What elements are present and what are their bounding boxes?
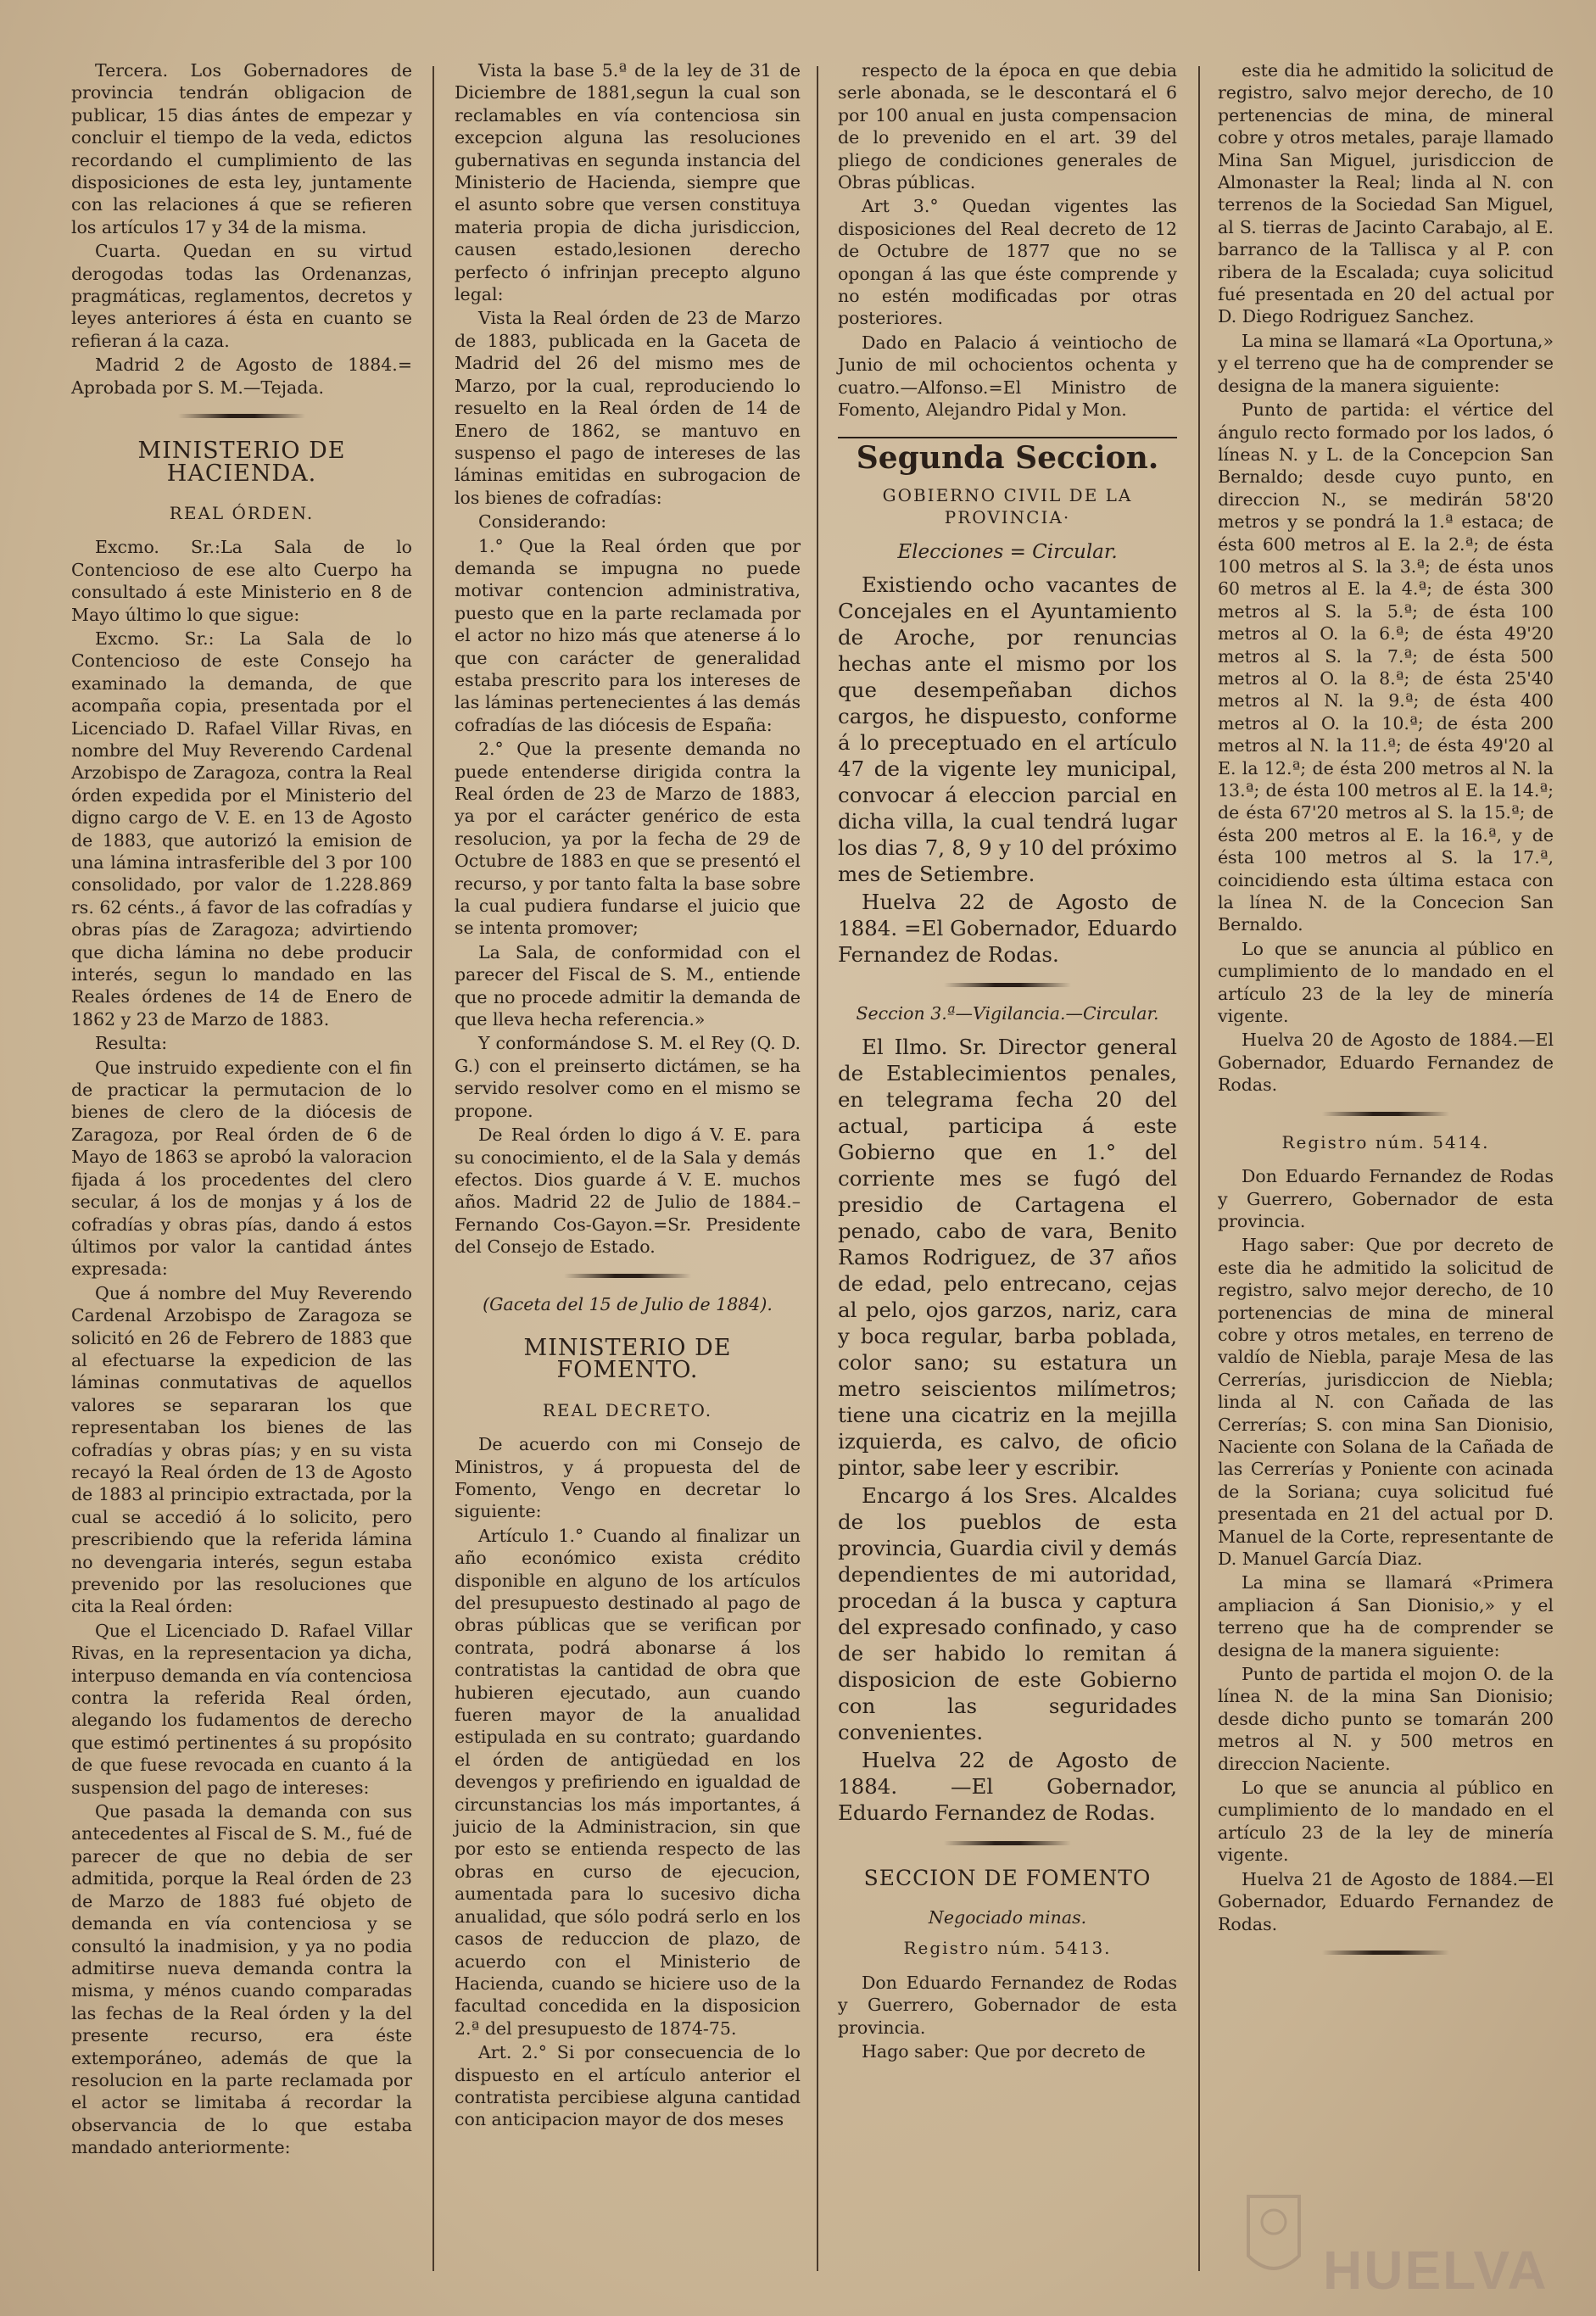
subheading: REAL ÓRDEN. <box>169 502 315 523</box>
paragraph: De Real órden lo digo á V. E. para su conocimiento, el de la Sala y demás efectos. Dios guarde á V. E. muchos años. Madrid 22 de Julio de 1884.– Fernando Cos-Gayon.=Sr. Presidente del Consejo de Estado. <box>455 1125 801 1258</box>
paragraph: El Ilmo. Sr. Director general de Establecimientos penales, en telegrama fecha 20 del actual, participa á este Gobierno que en 1.° del corriente mes se fugó del presidio de Cartagena el penado, cabo de vara, Benito Ramos Rodriguez, de 37 años de edad, pelo entrecano, cejas al pelo, ojos garzos, nariz, cara y boca regular, barba poblada, color sano; su estatura un metro seiscientos milímetros; tiene una cicatriz en la mejilla izquierda, es calvo, de oficio pintor, sabe leer y escribir. <box>838 1034 1177 1480</box>
ornament-divider <box>1322 1950 1449 1955</box>
paragraph: este dia he admitido la solicitud de registro, salvo mejor derecho, de 10 pertenencias de mina, de mineral cobre y otros metales, paraje llamado Mina San Miguel, jurisdiccion de Almonaster la Real; linda al N. con terrenos de la Sociedad San Miguel, al S. tierras de Jacinto Carabajo, al E. barranco de la Tallisca y al P. con ribera de la Escalada; cuya solicitud fué presentada en 20 del actual por D. Diego Rodriguez Sanchez. <box>1218 60 1554 327</box>
paragraph: Madrid 2 de Agosto de 1884.= Aprobada por S. M.—Tejada. <box>71 354 412 398</box>
paragraph: Huelva 22 de Agosto de 1884. —El Gobernador, Eduardo Fernandez de Rodas. <box>838 1747 1177 1825</box>
paragraph: La mina se llamará «Primera ampliacion á San Dionisio,» y el terreno que ha de comprender se designa de la manera siguiente: <box>1218 1572 1554 1660</box>
paragraph: 1.° Que la Real órden que por demanda se impugna no puede motivar contencion administrativa, puesto que en la parte reclamada por el actor no hizo más que atenerse á lo que con carácter de generalidad estaba prescrito para los intereses de las láminas pertenecientes á las demás cofradías de las diócesis de España: <box>455 535 801 735</box>
paragraph: Hago saber: Que por decreto de este dia he admitido la solicitud de registro, salvo mejor derecho, de 10 portenencias de mina de mineral cobre y otros metales, en terreno de valdío de Niebla, paraje Mesa de las Cerrerías, jurisdiccion de Niebla; linda al N. con Cañada de las Cerrerías; S. con mina San Dionisio, Naciente con Solana de la Cañada de las Cerrerías y Poniente con acinada de la Soriana; cuya solicitud fué presentada en 21 del actual por D. Manuel de la Corte, representante de D. Manuel García Diaz. <box>1218 1235 1554 1569</box>
paragraph: Excmo. Sr.:La Sala de lo Contencioso de ese alto Cuerpo ha consultado á este Ministerio en 8 de Mayo último lo que sigue: <box>71 537 412 625</box>
paragraph: Que á nombre del Muy Reverendo Cardenal Arzobispo de Zaragoza se solicitó en 26 de Febrero de 1883 que al efectuarse la expedicion de las láminas conmutativas de aquellos valores se separaran los que representaban los bienes de las cofradías y obras pías; y en su vista recayó la Real órden de 13 de Agosto de 1883 al principio extractada, por la cual se accedió á lo solicito, pero prescribiendo que la referida lámina no devengaria interés, segun estaba prevenido por las resoluciones que cita la Real órden: <box>71 1282 412 1617</box>
paragraph: Cuarta. Quedan en su virtud derogodas todas las Ordenanzas, pragmáticas, reglamentos, decretos y leyes anteriores á ésta en cuanto se refieran á la caza. <box>71 241 412 351</box>
subsection-title: Elecciones = Circular. <box>897 540 1118 563</box>
paragraph: respecto de la época en que debia serle abonada, se le descontará el 6 por 100 anual en justa compensacion de lo prevenido en el art. 39 del pliego de condiciones generales de Obras públicas. <box>838 60 1177 193</box>
column-rule <box>432 66 434 2271</box>
paragraph: Encargo á los Sres. Alcaldes de los pueblos de esta provincia, Guardia civil y demás dependientes de mi autoridad, procedan á la busca y captura del expresado confinado, y caso de ser habido lo remitan á disposicion de este Gobierno con las seguridades convenientes. <box>838 1482 1178 1744</box>
column-4 <box>1218 59 1554 1970</box>
paragraph: La mina se llamará «La Oportuna,» y el terreno que ha de comprender se designa de la manera siguiente: <box>1218 330 1554 396</box>
paragraph: Vista la base 5.ª de la ley de 31 de Diciembre de 1881,segun la cual son reclamables en vía contenciosa sin excepcion alguna las resoluciones gubernativas en segunda instancia del Ministerio de Hacienda, siempre que el asunto sobre que versen constituya materia propia de dicha jurisdiccion, causen estado,lesionen derecho perfecto ó infrinjan precepto alguno legal: <box>455 60 801 305</box>
paragraph: Existiendo ocho vacantes de Concejales en el Ayuntamiento de Aroche, por renuncias hechas ante el mismo por los que desempeñaban dichos cargos, he dispuesto, conforme á lo preceptuado en el artículo 47 de la vigente ley municipal, convocar á eleccion parcial en dicha villa, la cual tendrá lugar los dias 7, 8, 9 y 10 del próximo mes de Setiembre. <box>838 572 1177 887</box>
paragraph: Don Eduardo Fernandez de Rodas y Guerrero, Gobernador de esta provincia. <box>1218 1166 1554 1231</box>
gaceta-citation: (Gaceta del 15 de Julio de 1884). <box>483 1293 773 1314</box>
paragraph: Artículo 1.° Cuando al finalizar un año económico exista crédito disponible en alguno de los artículos del presupuesto destinado al pago de obras públicas que se verifican por contrata, podrá abonarse á los contratistas la cantidad de obra que hubieren ejecutado, aun cuando fueren mayor de la anualidad estipulada en su contrato; guardando el órden de antigüedad en los devengos y prefiriendo en igualdad de circunstancias los más importantes, á juicio de la Administracion, sin que por esto se entienda respecto de las obras en curso de ejecucion, aumentada para lo sucesivo dicha anualidad, que sólo podrá serlo en los casos de reduccion de plazo, de acuerdo con el Ministerio de Hacienda, cuando se hiciere uso de la facultad concedida en la disposicion 2.ª del presupuesto de 1874-75. <box>455 1525 801 2039</box>
subsection-title: Negociado minas. <box>928 1906 1087 1928</box>
paragraph: Que instruido expediente con el fin de practicar la permutacion de lo bienes de clero de la diócesis de Zaragoza, por Real órden de 6 de Mayo de 1863 se aprobó la valoracion fijada á los procedentes del clero secular, á los de monjas y á los de cofradías y obras pías, dando á estos últimos por valor la cantidad ántes expresada: <box>71 1057 412 1280</box>
paragraph: Hago saber: Que por decreto de <box>862 2040 1146 2062</box>
registry-number: Registro núm. 5413. <box>903 1938 1112 1959</box>
paragraph: Huelva 21 de Agosto de 1884.—El Gobernador, Eduardo Fernandez de Rodas. <box>1218 1868 1554 1934</box>
subheading: REAL DECRETO. <box>542 1399 713 1420</box>
column-1 <box>71 59 412 2161</box>
column-rule <box>1198 66 1200 2271</box>
registry-number: Registro núm. 5414. <box>1281 1131 1490 1152</box>
paragraph: Art 3.° Quedan vigentes las disposiciones del Real decreto de 12 de Octubre de 1877 que no se opongan á las que éste comprende y no estén modificadas por otras posteriores. <box>838 196 1177 329</box>
paragraph: Y conformándose S. M. el Rey (Q. D. G.) con el preinserto dictámen, se ha servido resolver como en el mismo se propone. <box>455 1033 801 1121</box>
subheading: GOBIERNO CIVIL DE LA PROVINCIA· <box>882 484 1133 528</box>
paragraph: Punto de partida: el vértice del ángulo recto formado por los lados, ó líneas N. y L. de la Concepcion San Bernaldo; desde cuyo punto, en direccion N., se medirán 58'20 metros y se pondrá la 1.ª estaca; de ésta 600 metros al E. la 2.ª; de ésta 100 metros al S. la 3.ª; de ésta unos 60 metros al E. la 4.ª; de ésta 300 metros al S. la 5.ª; de ésta 100 metros al O. la 6.ª; de ésta 49'20 metros al S. la 7.ª; de ésta 500 metros al O. la 8.ª; de ésta 25'40 metros al N. la 9.ª; de ésta 400 metros al O. la 10.ª; de ésta 200 metros al N. la 11.ª; de ésta 49'20 al E. la 12.ª; de ésta 200 metros al N. la 13.ª; de ésta 100 metros al E. la 14.ª; de ésta 67'20 metros al S. la 15.ª; de ésta 200 metros al E. la 16.ª, y de ésta 100 metros al S. la 17.ª, coincidiendo esta última estaca con la línea N. de la Concecion San Bernaldo. <box>1218 399 1554 935</box>
ornament-divider <box>564 1274 691 1278</box>
paragraph: Vista la Real órden de 23 de Marzo de 1883, publicada en la Gaceta de Madrid del 26 del mismo mes de Marzo, por la cual, reproduciendo lo resuelto en la Real órden de 14 de Enero de 1862, se mantuvo en suspenso el pago de intereses de las láminas emitidas en subrogacion de los bienes de cofradías: <box>455 308 801 508</box>
section-heading: SECCION DE FOMENTO <box>863 1865 1152 1890</box>
paragraph: Huelva 20 de Agosto de 1884.—El Gobernador, Eduardo Fernandez de Rodas. <box>1218 1030 1554 1096</box>
paragraph: 2.° Que la presente demanda no puede entenderse dirigida contra la Real órden de 23 de Marzo de 1883, ya por el carácter genérico de esta resolucion, ya por la fecha de 29 de Octubre de 1883 en que se presentó el recurso, y por tanto falta la base sobre la cual pudiera fundarse el juicio que se intenta promover; <box>455 739 801 939</box>
archive-watermark: HUELVA <box>1323 2240 1549 2301</box>
paragraph: Lo que se anuncia al público en cumplimiento de lo mandado en el artículo 23 de la ley de minería vigente. <box>1218 1777 1554 1866</box>
paragraph: De acuerdo con mi Consejo de Ministros, y á propuesta del de Fomento, Vengo en decretar lo siguiente: <box>455 1434 801 1522</box>
column-rule <box>817 66 818 2271</box>
ornament-divider <box>944 983 1071 987</box>
section-rule <box>838 437 1177 438</box>
paragraph: Don Eduardo Fernandez de Rodas y Guerrero, Gobernador de esta provincia. <box>838 1972 1177 2038</box>
paragraph: Que pasada la demanda con sus antecedentes al Fiscal de S. M., fué de parecer de que no debia de ser admitida, porque la Real órden de 23 de Marzo de 1883 fué objeto de demanda en vía contenciosa y se consultó la inadmision, y ya no podia admitirse nueva demanda contra la misma, y ménos cuando comparadas las fechas de la Real órden y la del presente recurso, era éste extemporáneo, además de que la resolucion en la parte reclamada por el actor se limitaba á recordar la observancia de lo que estaba mandado anteriormente: <box>71 1801 412 2158</box>
column-2 <box>455 59 801 2133</box>
paragraph: Art. 2.° Si por consecuencia de lo dispuesto en el artículo anterior el contratista percibiese alguna cantidad con anticipacion mayor de dos meses <box>455 2042 801 2130</box>
ornament-divider <box>944 1841 1071 1845</box>
subsection-title: Seccion 3.ª—Vigilancia.—Circular. <box>856 1003 1159 1024</box>
paragraph: Punto de partida el mojon O. de la línea N. de la mina San Dionisio; desde dicho punto se tomarán 200 metros al N. y 500 metros en direccion Naciente. <box>1218 1664 1554 1774</box>
ornament-divider <box>178 414 305 418</box>
paragraph: Resulta: <box>95 1033 168 1054</box>
ornament-divider <box>1322 1112 1449 1116</box>
section-title: Segunda Seccion. <box>856 439 1159 476</box>
section-heading: MINISTERIO DE HACIENDA. <box>137 438 346 487</box>
paragraph: Que el Licenciado D. Rafael Villar Rivas, en la representacion ya dicha, interpuso demanda en vía contenciosa contra la referida Real órden, alegando los fudamentos de derecho que estimó pertinentes á su propósito de que fuese revocada en cuanto á la suspension del pago de intereses: <box>71 1620 412 1798</box>
paragraph: Huelva 22 de Agosto de 1884. =El Gobernador, Eduardo Fernandez de Rodas. <box>838 890 1177 968</box>
paragraph: Lo que se anuncia al público en cumplimiento de lo mandado en el artículo 23 de la ley de minería vigente. <box>1218 938 1554 1027</box>
paragraph: Considerando: <box>478 511 607 533</box>
paragraph: Tercera. Los Gobernadores de provincia tendrán obligacion de publicar, 15 dias ántes de empezar y concluir el tiempo de la veda, edictos recordando el cumplimiento de las disposiciones de esta ley, juntamente con las relaciones á que se refieren los artículos 17 y 34 de la misma. <box>71 60 412 237</box>
section-heading: MINISTERIO DE FOMENTO. <box>523 1334 732 1384</box>
paragraph: Dado en Palacio á veintiocho de Junio de mil ochocientos ochenta y cuatro.—Alfonso.=El Ministro de Fomento, Alejandro Pidal y Mon. <box>838 332 1177 421</box>
column-3 <box>838 59 1177 2064</box>
paragraph: Excmo. Sr.: La Sala de lo Contencioso de este Consejo ha examinado la demanda, de que acompaña copia, presentada por el Licenciado D. Rafael Villar Rivas, en nombre del Muy Reverendo Cardenal Arzobispo de Zaragoza, contra la Real órden expedida por el Ministerio del digno cargo de V. E. en 13 de Agosto de 1883, que autorizó la emision de una lámina intrasferible del 3 por 100 consolidado, por valor de 1.228.869 rs. 62 cénts., á favor de las cofradías y obras pías de Zaragoza; advirtiendo que dicha lámina no debe producir interés, segun lo mandado en las Reales órdenes de 14 de Enero de 1862 y 23 de Marzo de 1883. <box>71 628 412 1030</box>
paragraph: La Sala, de conformidad con el parecer del Fiscal de S. M., entiende que no procede admitir la demanda de que lleva hecha referencia.» <box>455 941 801 1030</box>
